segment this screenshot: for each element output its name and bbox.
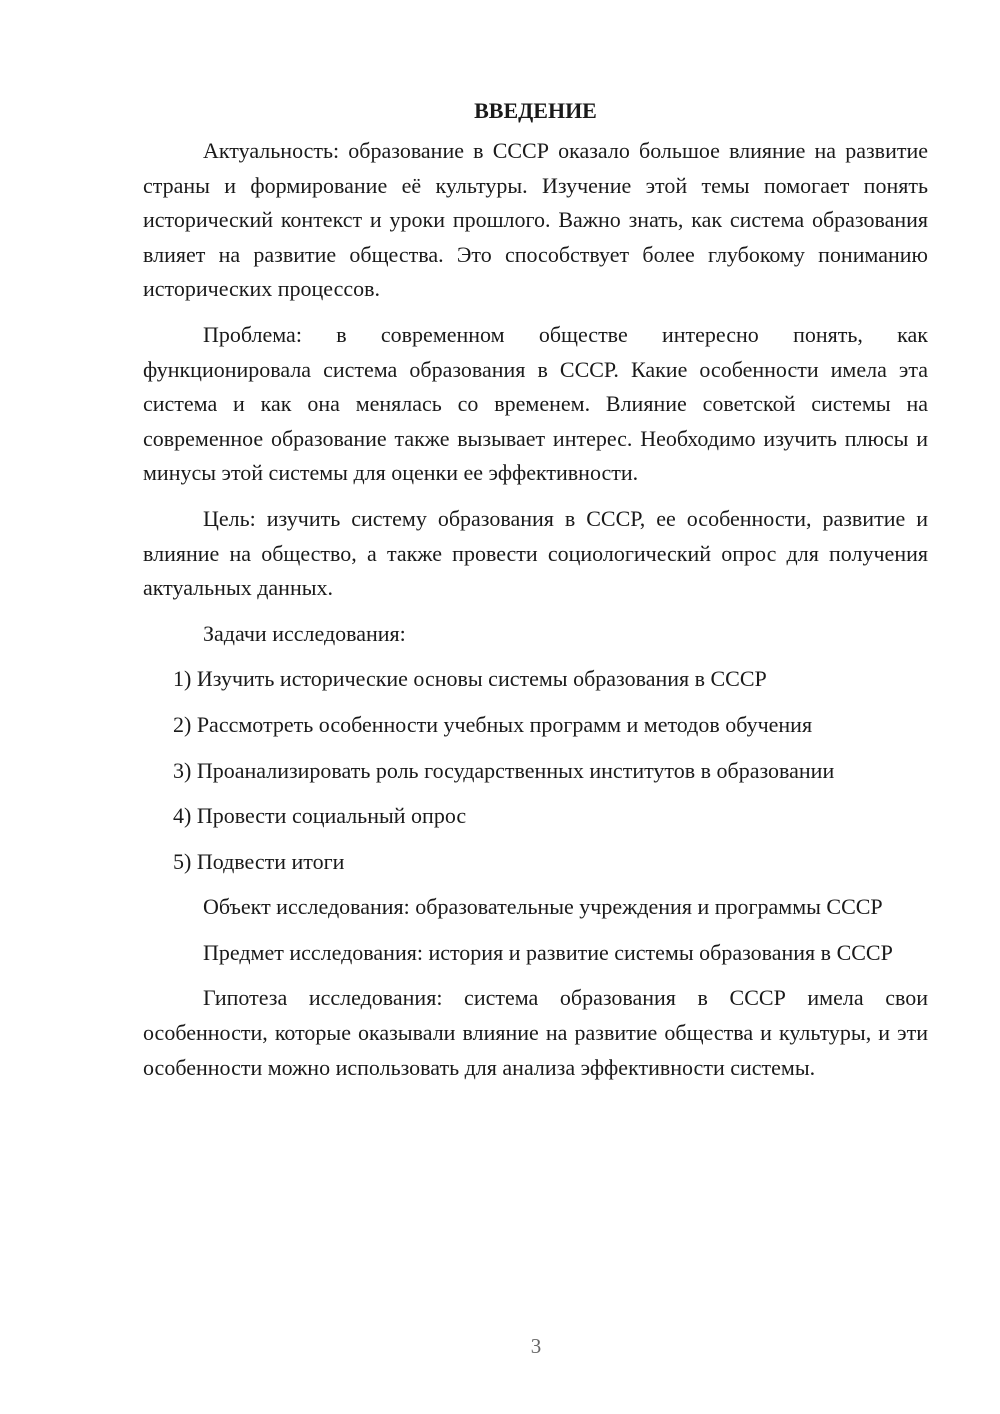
paragraph-problem: Проблема: в современном обществе интересно понять, как функционировала система образования в СССР. Какие особенности имела эта система и как она менялась со временем. Влияние советской системы на современное образование также вызывает интерес. Необходимо изучить плюсы и минусы этой системы для оценки ее эффективности. (143, 321, 928, 486)
task-item-3: 3) Проанализировать роль государственных институтов в образовании (173, 757, 835, 783)
task-item-4: 4) Провести социальный опрос (173, 803, 467, 829)
page-number: 3 (530, 1334, 542, 1358)
task-item-2: 2) Рассмотреть особенности учебных программ и методов обучения (173, 711, 813, 737)
task-item-5: 5) Подвести итоги (173, 848, 345, 874)
paragraph-relevance: Актуальность: образование в СССР оказало большое влияние на развитие страны и формирование её культуры. Изучение этой темы помогает понять исторический контекст и уроки прошлого. Важно знать, как система образования влияет на развитие общества. Это способствует более глубокому пониманию исторических процессов. (143, 138, 928, 302)
paragraph-subject: Предмет исследования: история и развитие системы образования в СССР (203, 939, 893, 965)
paragraph-goal: Цель: изучить систему образования в СССР, ее особенности, развитие и влияние на общество, а также провести социологический опрос для получения актуальных данных. (143, 505, 928, 601)
tasks-heading: Задачи исследования: (203, 620, 406, 646)
paragraph-hypothesis: Гипотеза исследования: система образования в СССР имела свои особенности, которые оказывали влияние на развитие общества и культуры, и эти особенности можно использовать для анализа эффективности системы. (143, 985, 928, 1080)
task-item-1: 1) Изучить исторические основы системы образования в СССР (173, 666, 767, 692)
page-content (143, 95, 928, 1085)
paragraph-object: Объект исследования: образовательные учреждения и программы СССР (203, 894, 883, 920)
page-title: ВВЕДЕНИЕ (474, 98, 597, 123)
